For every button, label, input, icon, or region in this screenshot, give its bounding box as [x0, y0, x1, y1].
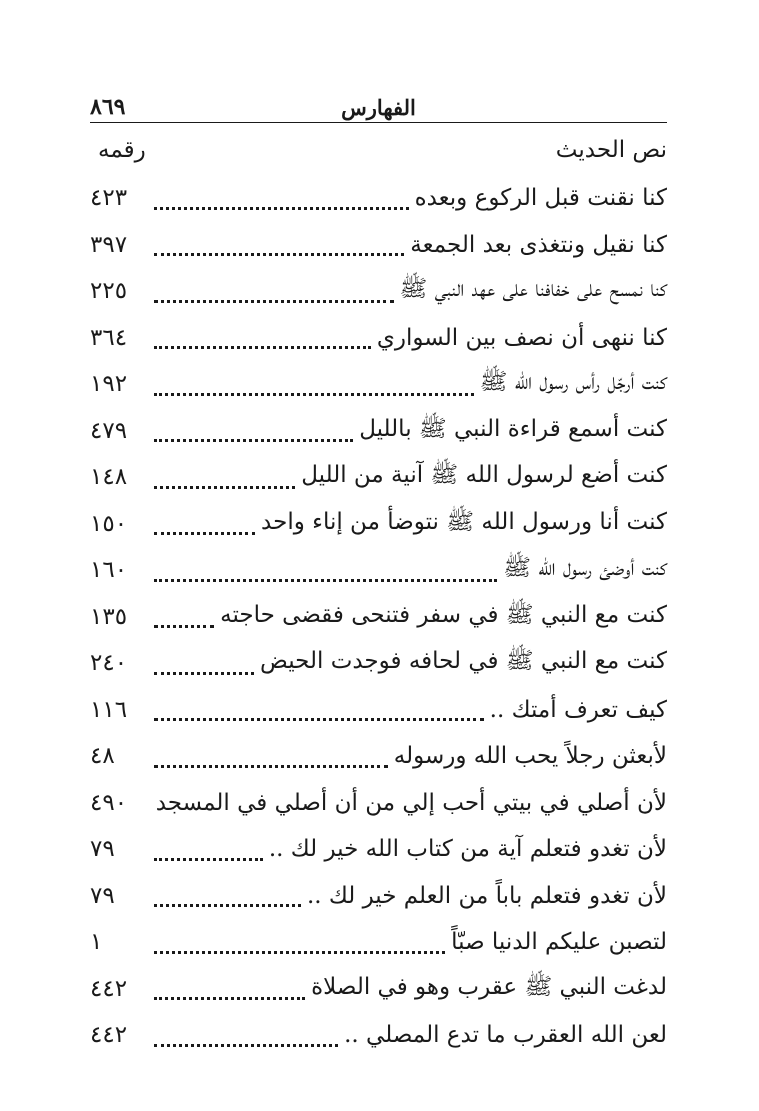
- dot-leader: [154, 199, 409, 210]
- dot-leader: [154, 478, 295, 489]
- entry-number: ٣٩٧: [90, 231, 128, 258]
- entry-number: ٢٢٥: [90, 278, 128, 305]
- index-entry: [90, 222, 667, 269]
- entry-text: كنا نقنت قبل الركوع وبعده: [414, 185, 667, 212]
- index-entry: [90, 640, 667, 687]
- entry-number: ٧٩: [90, 836, 115, 863]
- dot-leader: [154, 850, 263, 861]
- index-entry: [90, 361, 667, 408]
- dot-leader: [154, 989, 305, 1000]
- index-entry: [90, 966, 667, 1013]
- dot-leader: [154, 1036, 338, 1047]
- index-entry: [90, 501, 667, 548]
- entry-number: ٤٧٩: [90, 417, 128, 444]
- index-entry: [90, 315, 667, 362]
- entry-text: لدغت النبي ﷺ عقرب وهو في الصلاة: [311, 973, 667, 1000]
- running-title: الفهارس: [341, 95, 416, 120]
- entry-number: ١١٦: [90, 696, 128, 723]
- index-entry: [90, 1012, 667, 1059]
- entry-text: كنت مع النبي ﷺ في سفر فتنحى فقضى حاجته: [220, 601, 667, 628]
- index-entry: [90, 733, 667, 780]
- entry-text: لتصبن عليكم الدنيا صبّاً: [451, 929, 667, 956]
- entry-text: لأن تغدو فتعلم باباً من العلم خير لك ..: [306, 882, 667, 909]
- entry-text: كنا نمسح على خفافنا على عهد النبي ﷺ: [399, 276, 667, 303]
- column-headers: [90, 137, 667, 175]
- index-entry: [90, 687, 667, 734]
- dot-leader: [154, 896, 301, 907]
- dot-leader: [154, 338, 371, 349]
- index-entry: [90, 919, 667, 966]
- index-entry: [90, 268, 667, 315]
- index-entry: [90, 454, 667, 501]
- entry-number: ١٤٨: [90, 464, 128, 491]
- dot-leader: [154, 943, 445, 954]
- entry-text: كنت مع النبي ﷺ في لحافه فوجدت الحيض: [260, 648, 667, 675]
- entry-text: كنت أضع لرسول الله ﷺ آنية من الليل: [301, 462, 667, 489]
- index-page: [90, 92, 667, 1059]
- entry-text: كنت أسمع قراءة النبي ﷺ بالليل: [359, 415, 667, 442]
- dot-leader: [154, 292, 394, 303]
- entry-text: كنا نقيل ونتغذى بعد الجمعة: [410, 231, 667, 258]
- dot-leader: [154, 617, 214, 628]
- index-entry: [90, 826, 667, 873]
- column-header-text: نص الحديث: [555, 137, 667, 163]
- entry-number: ٢٤٠: [90, 650, 128, 677]
- dot-leader: [154, 571, 497, 582]
- dot-leader: [154, 664, 254, 675]
- index-entry: [90, 780, 667, 827]
- dot-leader: [154, 757, 388, 768]
- index-entry: [90, 594, 667, 641]
- entry-number: ٤٨: [90, 743, 115, 770]
- entry-text: لأن أصلي في بيتي أحب إلي من أن أصلي في المسجد: [155, 789, 667, 816]
- index-entry: [90, 408, 667, 455]
- column-header-number: رقمه: [98, 137, 146, 163]
- index-entry: [90, 175, 667, 222]
- entry-text: لأن تغدو فتعلم آية من كتاب الله خير لك ..: [268, 836, 667, 863]
- entry-number: ٤٤٢: [90, 975, 128, 1002]
- entry-text: كنت أرجّل رأس رسول الله ﷺ: [479, 369, 667, 396]
- entry-number: ٧٩: [90, 882, 115, 909]
- index-entry: [90, 547, 667, 594]
- entry-number: ١٣٥: [90, 603, 128, 630]
- entry-number: ١٩٢: [90, 371, 128, 398]
- dot-leader: [154, 385, 474, 396]
- entry-text: لأبعثن رجلاً يحب الله ورسوله: [393, 743, 667, 770]
- entry-text: كيف تعرف أمتك ..: [489, 696, 667, 723]
- entry-number: ٤٤٢: [90, 1022, 128, 1049]
- entry-text: كنا ننهى أن نصف بين السواري: [376, 324, 667, 351]
- entry-number: ٣٦٤: [90, 324, 128, 351]
- dot-leader: [154, 431, 353, 442]
- entry-number: ٤٢٣: [90, 185, 128, 212]
- dot-leader: [154, 245, 404, 256]
- entry-number: ١٦٠: [90, 557, 128, 584]
- entry-text: كنت أوضئ رسول الله ﷺ: [503, 555, 667, 582]
- hadith-index-list: [90, 175, 667, 1059]
- entry-text: كنت أنا ورسول الله ﷺ نتوضأ من إناء واحد: [261, 508, 667, 535]
- entry-number: ٤٩٠: [90, 789, 128, 816]
- dot-leader: [154, 710, 484, 721]
- index-entry: [90, 873, 667, 920]
- entry-text: لعن الله العقرب ما تدع المصلي ..: [344, 1022, 667, 1049]
- running-header: [90, 92, 667, 123]
- entry-number: ١: [90, 929, 103, 956]
- page-number: ٨٦٩: [90, 94, 126, 120]
- dot-leader: [154, 524, 255, 535]
- entry-number: ١٥٠: [90, 510, 128, 537]
